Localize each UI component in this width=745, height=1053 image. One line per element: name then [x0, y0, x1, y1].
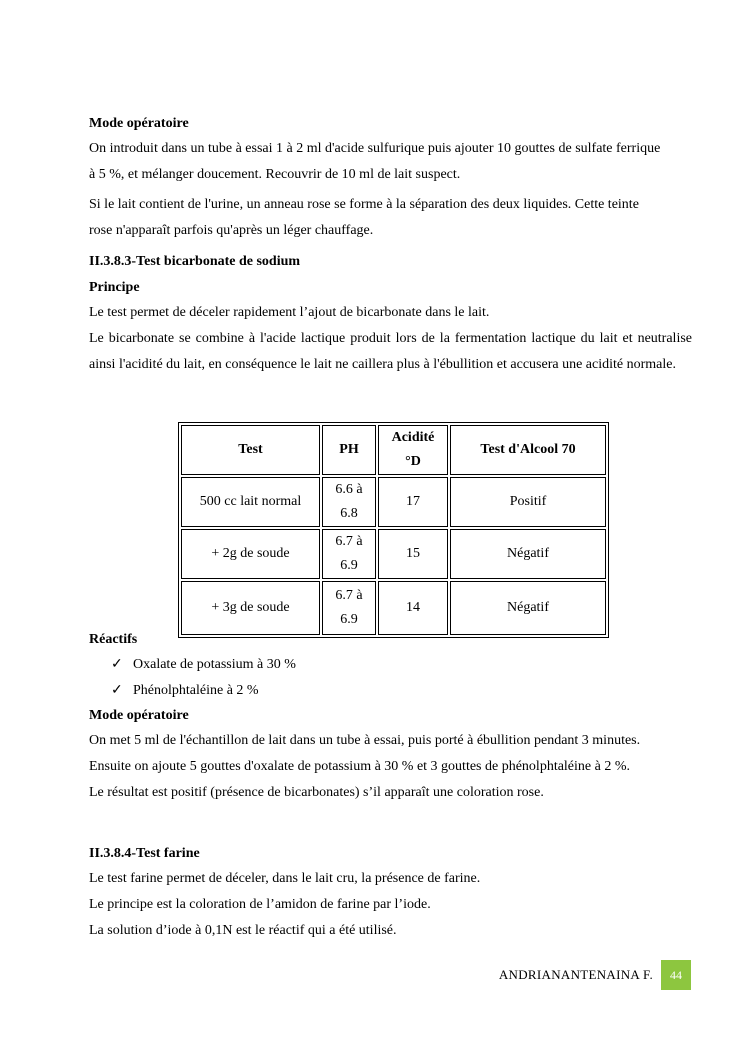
section-heading: Mode opératoire: [89, 116, 189, 131]
table-cell: + 3g de soude: [181, 581, 320, 635]
paragraph: Ensuite on ajoute 5 gouttes d'oxalate de potassium à 30 % et 3 gouttes de phénolphtaléine à 2 %.: [89, 759, 631, 774]
page-number: 44: [661, 960, 691, 990]
table-cell: 15: [378, 529, 448, 579]
table-cell: + 2g de soude: [181, 529, 320, 579]
paragraph: à 5 %, et mélanger doucement. Recouvrir de 10 ml de lait suspect.: [89, 167, 461, 182]
paragraph: On introduit dans un tube à essai 1 à 2 ml d'acide sulfurique puis ajouter 10 gouttes de sulfate ferrique: [89, 141, 661, 156]
paragraph: Si le lait contient de l'urine, un anneau rose se forme à la séparation des deux liquides. Cette teinte: [89, 197, 639, 212]
list-item-text: Phénolphtaléine à 2 %: [133, 683, 259, 698]
paragraph: La solution d’iode à 0,1N est le réactif qui a été utilisé.: [89, 923, 397, 938]
table-cell: 500 cc lait normal: [181, 477, 320, 527]
table-cell: 17: [378, 477, 448, 527]
section-heading: Mode opératoire: [89, 708, 189, 723]
section-heading: Réactifs: [89, 632, 138, 647]
paragraph: On met 5 ml de l'échantillon de lait dans un tube à essai, puis porté à ébullition pendant 3 minutes.: [89, 733, 641, 748]
list-item: [111, 652, 692, 678]
list-item-text: Oxalate de potassium à 30 %: [133, 657, 296, 672]
column-header: Test: [181, 425, 320, 475]
paragraph: Le principe est la coloration de l’amidon de farine par l’iode.: [89, 897, 431, 912]
table-cell: 6.6 à 6.8: [322, 477, 376, 527]
page-footer: [499, 960, 691, 990]
table-cell: Négatif: [450, 529, 606, 579]
table-row: [181, 581, 606, 635]
column-header: Test d'Alcool 70: [450, 425, 606, 475]
table-row: [181, 529, 606, 579]
paragraph: Le test farine permet de déceler, dans le lait cru, la présence de farine.: [89, 871, 481, 886]
page-content: [89, 112, 692, 378]
paragraph: Le résultat est positif (présence de bicarbonates) s’il apparaît une coloration rose.: [89, 785, 544, 800]
table-cell: Négatif: [450, 581, 606, 635]
table-row: [181, 477, 606, 527]
list-item: [111, 678, 692, 704]
paragraph: Le bicarbonate se combine à l'acide lactique produit lors de la fermentation lactique du lait et neutralise ainsi l'acidité du lait, en conséquence le lait ne caillera plus à l'ébullition et accusera une acidité normale.: [89, 331, 692, 372]
reactifs-section: [89, 628, 692, 944]
footer-author: ANDRIANANTENAINA F.: [498, 967, 653, 982]
section-heading: II.3.8.4-Test farine: [89, 846, 200, 861]
paragraph: Le test permet de déceler rapidement l’ajout de bicarbonate dans le lait.: [89, 305, 490, 320]
check-icon: ✓: [111, 657, 123, 672]
subheading: Principe: [89, 280, 140, 295]
paragraph: rose n'apparaît parfois qu'après un léger chauffage.: [89, 223, 374, 238]
column-header: Acidité °D: [378, 425, 448, 475]
table-cell: 6.7 à 6.9: [322, 581, 376, 635]
section-heading: II.3.8.3-Test bicarbonate de sodium: [89, 254, 301, 269]
check-icon: ✓: [111, 683, 123, 698]
table-header-row: [181, 425, 606, 475]
results-table: [178, 422, 609, 638]
table-cell: Positif: [450, 477, 606, 527]
table-cell: 6.7 à 6.9: [322, 529, 376, 579]
column-header: PH: [322, 425, 376, 475]
table-cell: 14: [378, 581, 448, 635]
